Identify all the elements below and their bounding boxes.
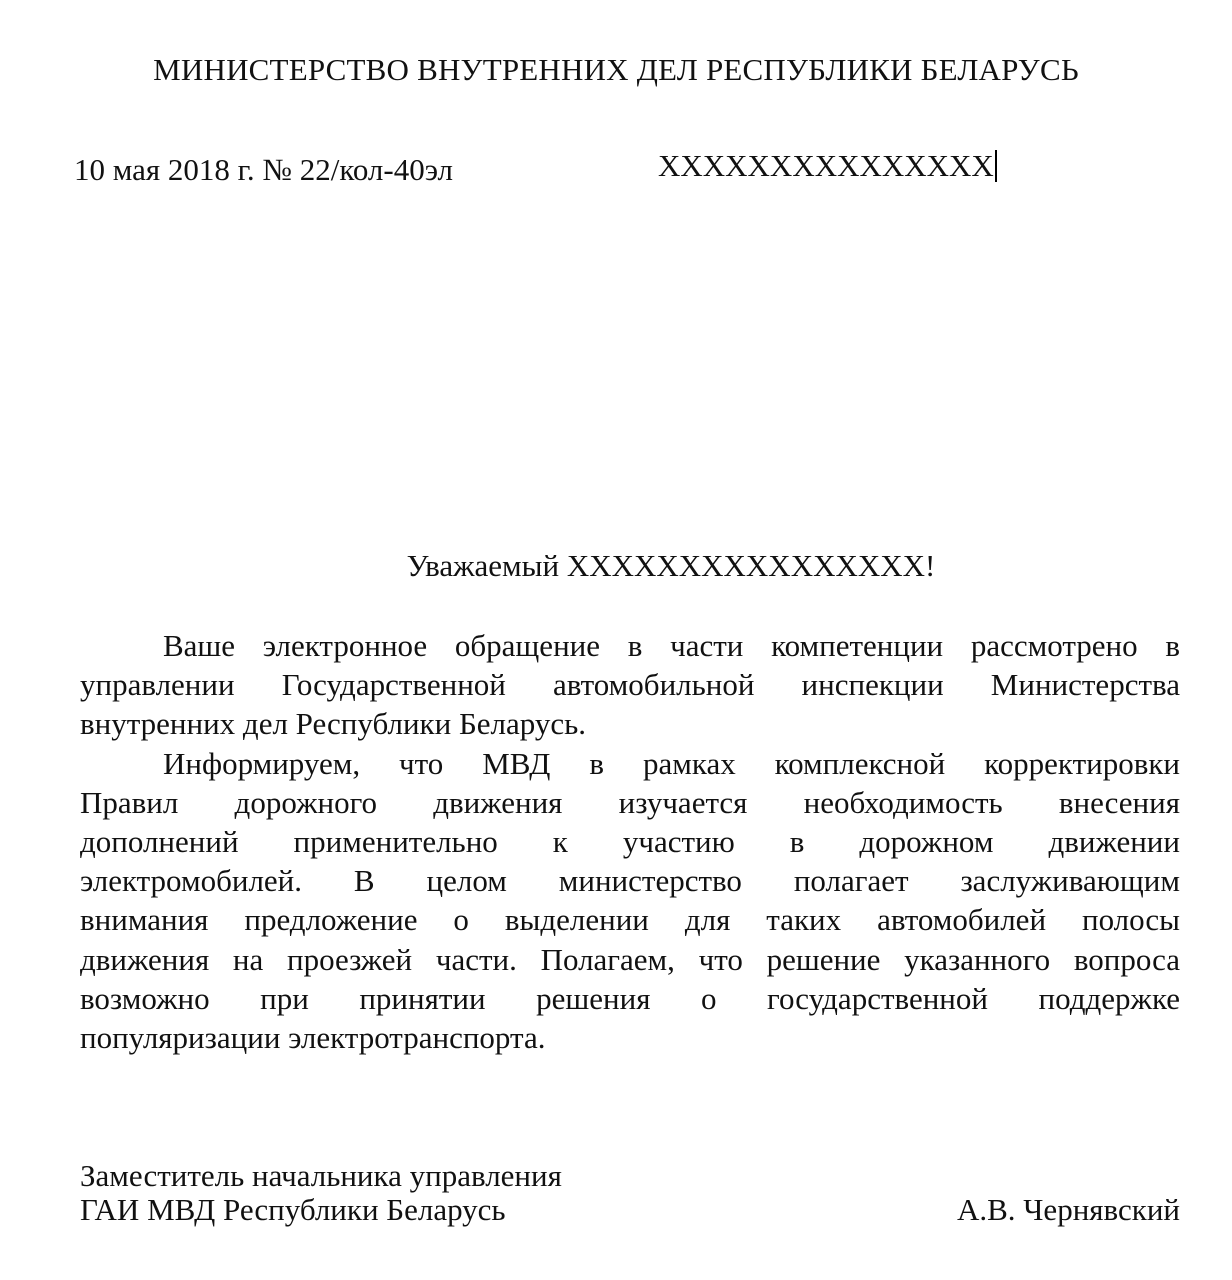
addressee-text: XXXXXXXXXXXXXXX — [658, 148, 994, 183]
body-line: популяризации электротранспорта. — [80, 1019, 546, 1055]
paragraph-1 — [80, 626, 1180, 744]
body-line: управлении Государственной автомобильной инспекции Министерства — [80, 667, 1180, 703]
text-cursor — [995, 150, 997, 182]
letter-body — [80, 626, 1180, 1057]
body-line: возможно при принятии решения о государственной поддержке — [80, 980, 1180, 1016]
signatory-position-line1: Заместитель начальника управления — [80, 1158, 562, 1193]
body-line: движения на проезжей части. Полагаем, что решение указанного вопроса — [80, 941, 1180, 977]
addressee[interactable] — [658, 148, 997, 184]
body-line: Правил дорожного движения изучается необходимость внесения — [80, 784, 1180, 820]
body-line: Информируем, что МВД в рамках комплексной корректировки — [163, 745, 1180, 781]
body-line: Ваше электронное обращение в части компетенции рассмотрено в — [163, 628, 1180, 663]
signatory-position-line2: ГАИ МВД Республики Беларусь — [80, 1192, 506, 1227]
body-line: внутренних дел Республики Беларусь. — [80, 706, 586, 742]
document-reference: 10 мая 2018 г. № 22/кол-40эл — [74, 152, 453, 187]
body-line: электромобилей. В целом министерство полагает заслуживающим — [80, 863, 1180, 899]
paragraph-2 — [80, 744, 1180, 1058]
salutation: Уважаемый XXXXXXXXXXXXXXXX! — [406, 548, 936, 583]
ministry-title: МИНИСТЕРСТВО ВНУТРЕННИХ ДЕЛ РЕСПУБЛИКИ БЕЛАРУСЬ — [153, 52, 1079, 87]
body-line: внимания предложение о выделении для таких автомобилей полосы — [80, 902, 1180, 938]
body-line: дополнений применительно к участию в дорожном движении — [80, 823, 1180, 859]
signatory-name: А.В. Чернявский — [956, 1192, 1180, 1227]
